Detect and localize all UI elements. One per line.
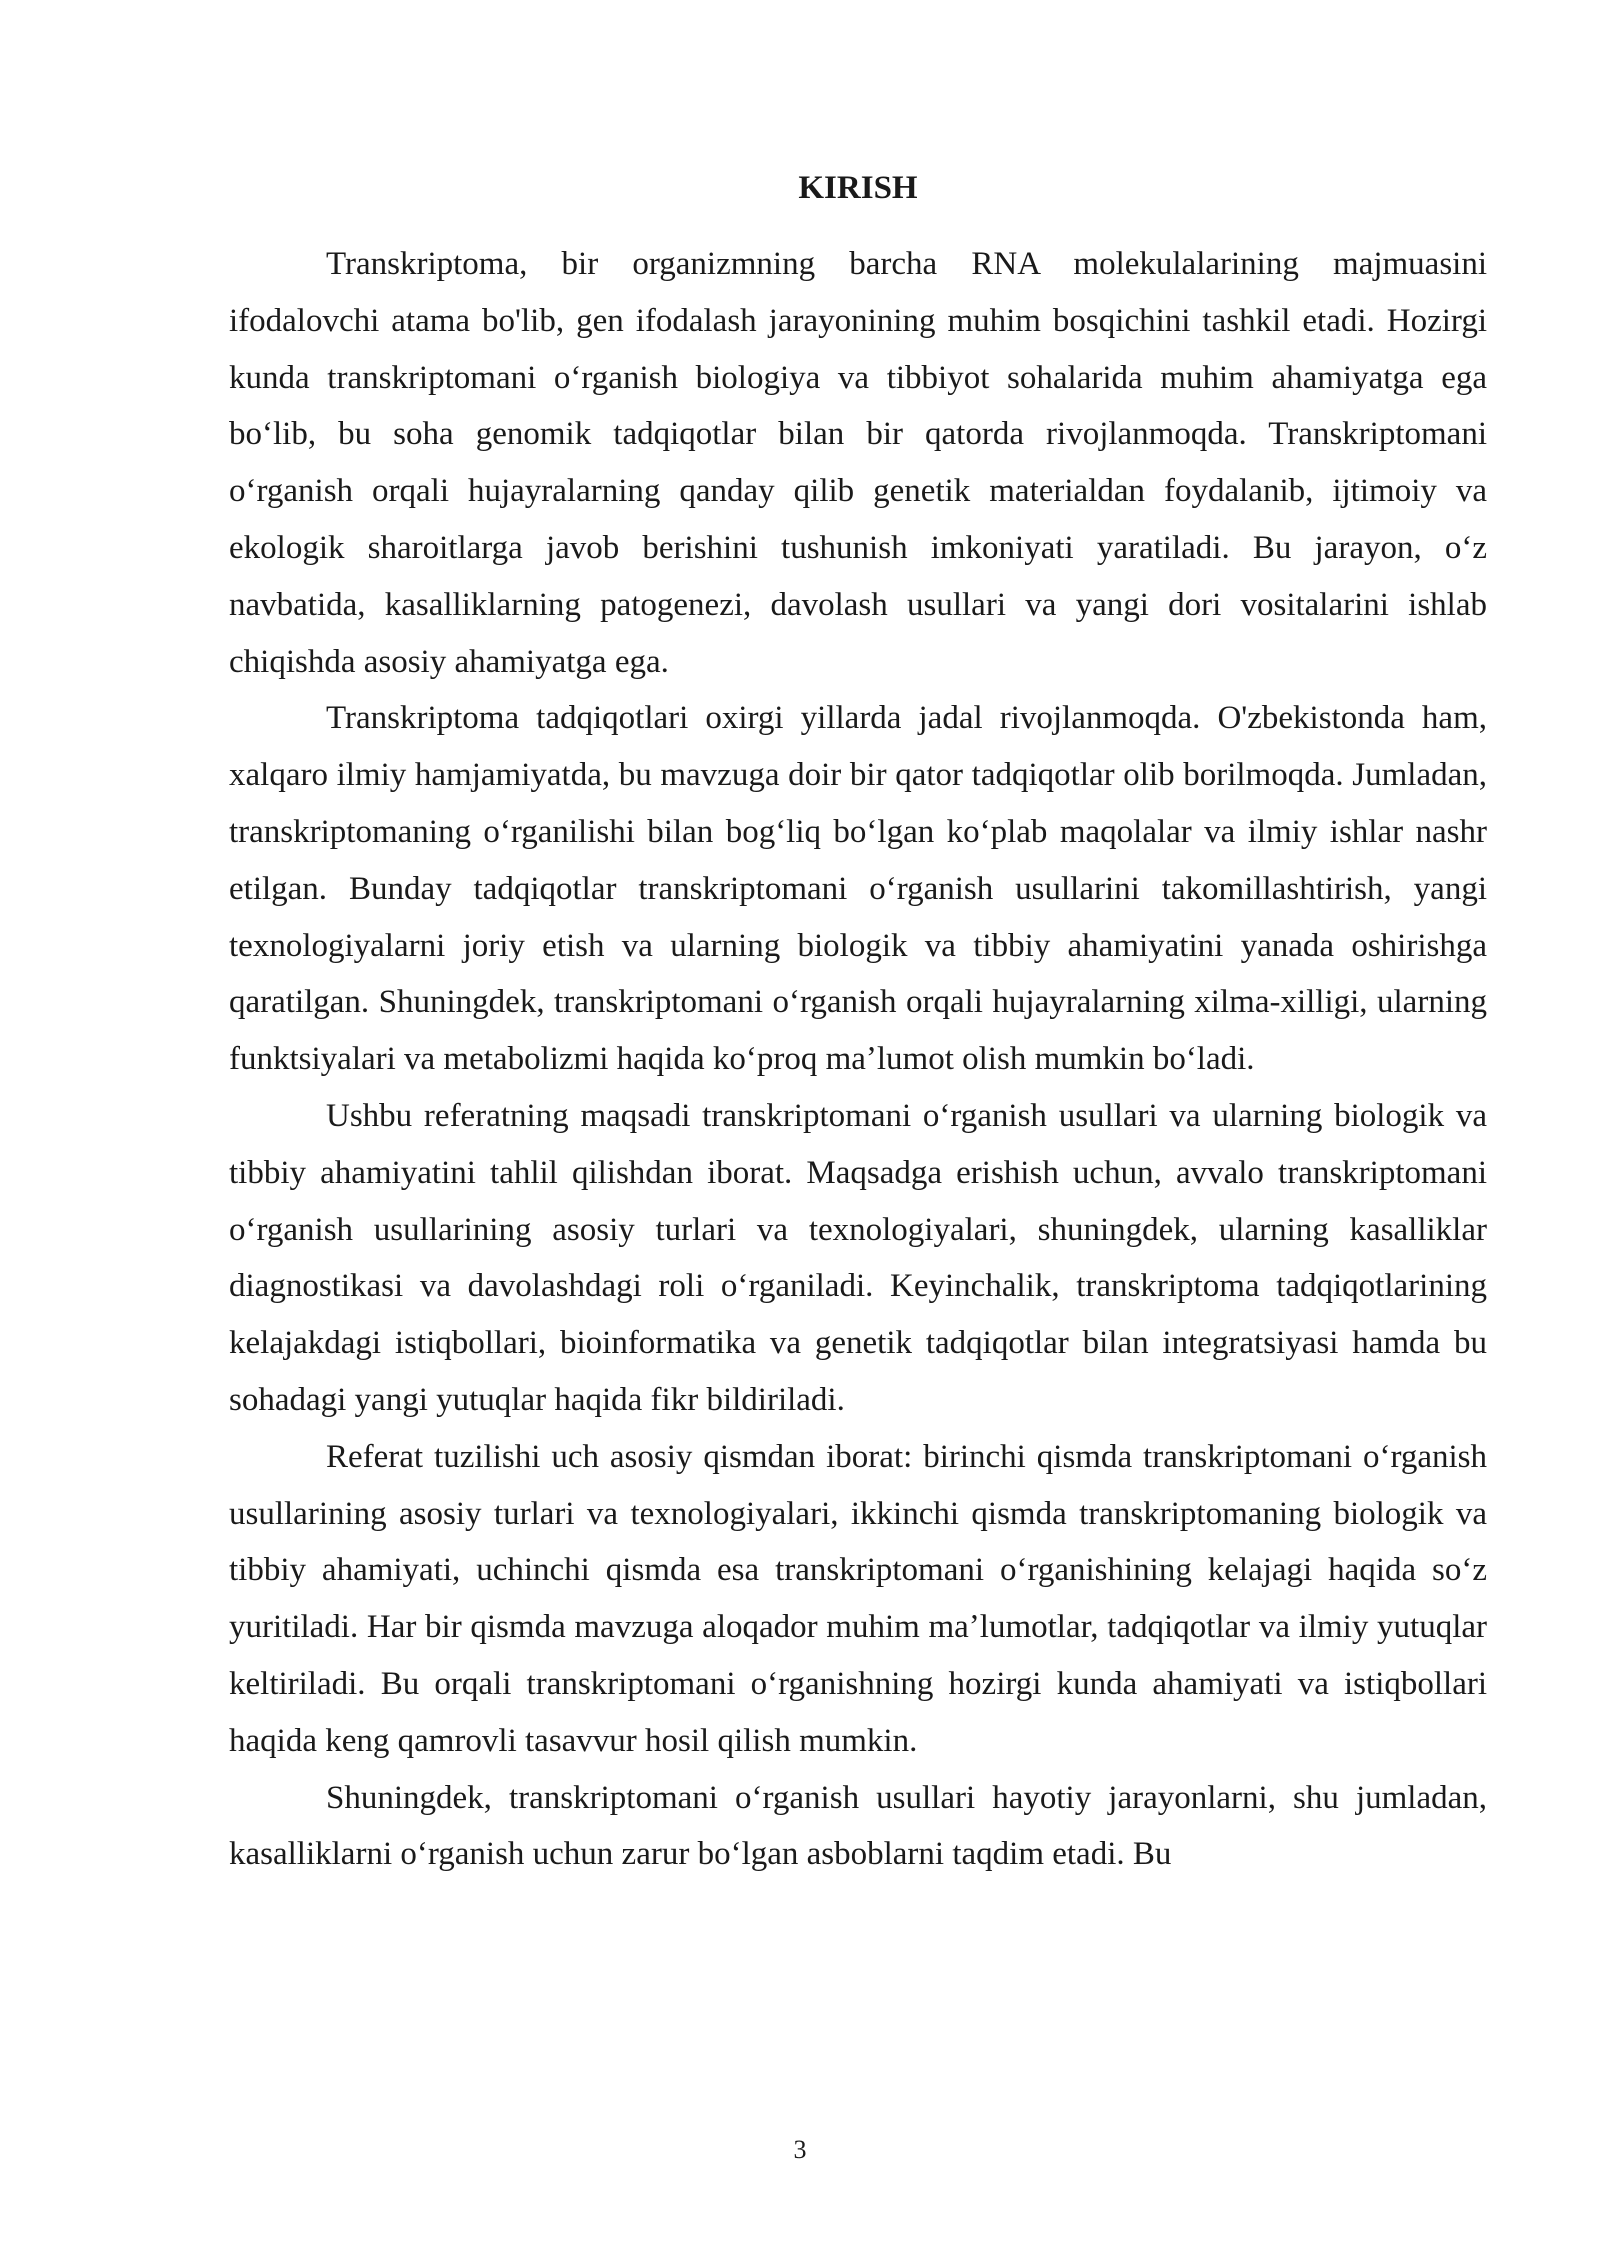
paragraph-1: Transkriptoma, bir organizmning barcha RNA molekulalarining majmuasini ifodalovchi atama bo'lib, gen ifodalash jarayonining muhim bosqichini tashkil etadi. Hozirgi kunda transkriptomani oʻrganish biologiya va tibbiyot sohalarida muhim ahamiyatga ega boʻlib, bu soha genomik tadqiqotlar bilan bir qatorda rivojlanmoqda. Transkriptomani oʻrganish orqali hujayralarning qanday qilib genetik materialdan foydalanib, ijtimoiy va ekologik sharoitlarga javob berishini tushunish imkoniyati yaratiladi. Bu jarayon, oʻz navbatida, kasalliklarning patogenezi, davolash usullari va yangi dori vositalarini ishlab chiqishda asosiy ahamiyatga ega. [229,246,1487,680]
paragraph-4: Referat tuzilishi uch asosiy qismdan iborat: birinchi qismda transkriptomani oʻrganish usullarining asosiy turlari va texnologiyalari, ikkinchi qismda transkriptomaning biologik va tibbiy ahamiyati, uchinchi qismda esa transkriptomani oʻrganishining kelajagi haqida soʻz yuritiladi. Har bir qismda mavzuga aloqador muhim maʼlumotlar, tadqiqotlar va ilmiy yutuqlar keltiriladi. Bu orqali transkriptomani oʻrganishning hozirgi kunda ahamiyati va istiqbollari haqida keng qamrovli tasavvur hosil qilish mumkin. [229,1438,1487,1759]
paragraph-3: Ushbu referatning maqsadi transkriptomani oʻrganish usullari va ularning biologik va tibbiy ahamiyatini tahlil qilishdan iborat. Maqsadga erishish uchun, avvalo transkriptomani oʻrganish usullarining asosiy turlari va texnologiyalari, shuningdek, ularning kasalliklar diagnostikasi va davolashdagi roli oʻrganiladi. Keyinchalik, transkriptoma tadqiqotlarining kelajakdagi istiqbollari, bioinformatika va genetik tadqiqotlar bilan integratsiyasi hamda bu sohadagi yangi yutuqlar haqida fikr bildiriladi. [229,1097,1487,1418]
page-number: 3 [793,2135,807,2164]
paragraph-5: Shuningdek, transkriptomani oʻrganish usullari hayotiy jarayonlarni, shu jumladan, kasalliklarni oʻrganish uchun zarur boʻlgan asboblarni taqdim etadi. Bu [229,1779,1487,1873]
document-body [229,160,1487,1883]
paragraph-2: Transkriptoma tadqiqotlari oxirgi yillarda jadal rivojlanmoqda. O'zbekistonda ham, xalqaro ilmiy hamjamiyatda, bu mavzuga doir bir qator tadqiqotlar olib borilmoqda. Jumladan, transkriptomaning oʻrganilishi bilan bogʻliq boʻlgan koʻplab maqolalar va ilmiy ishlar nashr etilgan. Bunday tadqiqotlar transkriptomani oʻrganish usullarini takomillashtirish, yangi texnologiyalarni joriy etish va ularning biologik va tibbiy ahamiyatini yanada oshirishga qaratilgan. Shuningdek, transkriptomani oʻrganish orqali hujayralarning xilma-xilligi, ularning funktsiyalari va metabolizmi haqida koʻproq maʼlumot olish mumkin boʻladi. [229,700,1487,1078]
page-title: KIRISH [798,170,918,206]
